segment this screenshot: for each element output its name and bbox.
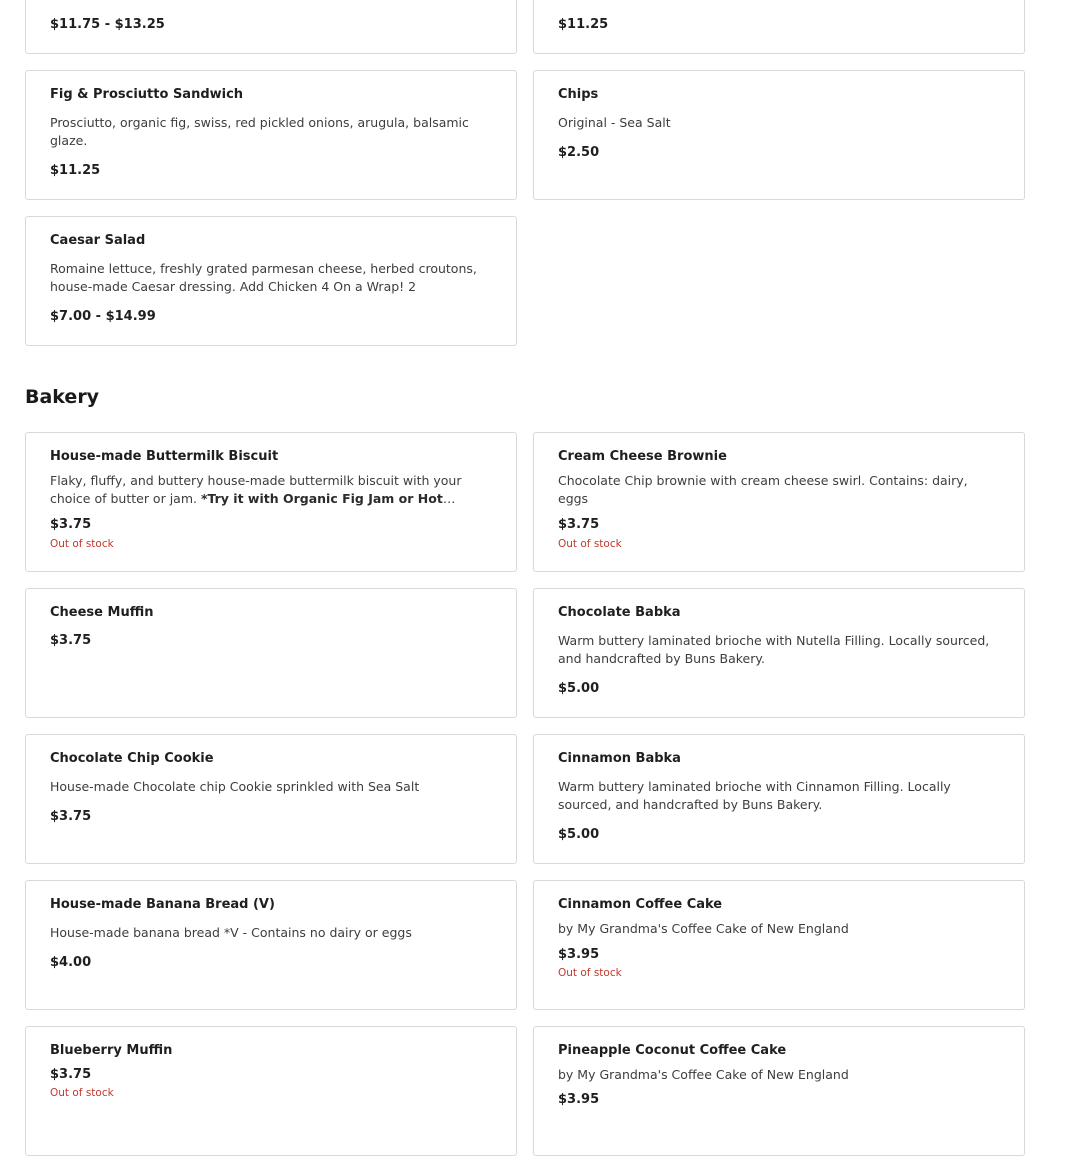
item-name: Cinnamon Coffee Cake	[558, 897, 723, 912]
item-description: Warm buttery laminated brioche with Nutella Filling. Locally sourced, and handcrafted by Buns Bakery.	[558, 633, 990, 666]
item-name: Chocolate Chip Cookie	[50, 751, 214, 766]
menu-item-card[interactable]	[533, 0, 1025, 54]
item-description: Original - Sea Salt	[558, 115, 671, 130]
menu-item-card-cheese-muffin[interactable]	[25, 588, 517, 718]
item-name: Pineapple Coconut Coffee Cake	[558, 1043, 787, 1058]
menu-item-card-blueberry-muffin[interactable]	[25, 1026, 517, 1156]
item-name: Caesar Salad	[50, 233, 146, 248]
item-price: $3.75	[50, 633, 92, 648]
item-description: Romaine lettuce, freshly grated parmesan cheese, herbed croutons, house-made Caesar dressing. Add Chicken 4 On a Wrap! 2	[50, 261, 477, 294]
menu-item-card-chocolate-babka[interactable]	[533, 588, 1025, 718]
item-name: House-made Banana Bread (V)	[50, 897, 275, 912]
item-price: $3.75	[50, 809, 92, 824]
item-name: Chips	[558, 87, 599, 102]
menu-item-card-cinnamon-coffee-cake[interactable]	[533, 880, 1025, 1010]
item-price: $3.75	[50, 517, 92, 532]
item-description: Warm buttery laminated brioche with Cinnamon Filling. Locally sourced, and handcrafted by Buns Bakery.	[558, 779, 951, 812]
menu-item-card-fig-prosciutto[interactable]	[25, 70, 517, 200]
item-description: Prosciutto, organic fig, swiss, red pickled onions, arugula, balsamic glaze.	[50, 115, 469, 148]
item-price: $3.95	[558, 1092, 600, 1107]
item-price: $7.00 - $14.99	[50, 309, 156, 324]
item-description: by My Grandma's Coffee Cake of New England	[558, 921, 849, 936]
menu-item-card-pineapple-coconut-coffee-cake[interactable]	[533, 1026, 1025, 1156]
item-name: Cinnamon Babka	[558, 751, 681, 766]
out-of-stock-label: Out of stock	[558, 967, 622, 979]
item-price: $3.95	[558, 947, 600, 962]
item-price: $3.75	[558, 517, 600, 532]
out-of-stock-label: Out of stock	[558, 538, 622, 550]
item-name: Chocolate Babka	[558, 605, 681, 620]
item-name: Cheese Muffin	[50, 605, 154, 620]
menu-item-card-buttermilk-biscuit[interactable]	[25, 432, 517, 572]
menu-item-card-cinnamon-babka[interactable]	[533, 734, 1025, 864]
out-of-stock-label: Out of stock	[50, 538, 114, 550]
item-price: $11.25	[558, 17, 609, 32]
item-description: House-made Chocolate chip Cookie sprinkled with Sea Salt	[50, 779, 420, 794]
item-name: Fig & Prosciutto Sandwich	[50, 87, 244, 102]
item-name: Blueberry Muffin	[50, 1043, 173, 1058]
item-price: $5.00	[558, 827, 600, 842]
menu-item-card-banana-bread[interactable]	[25, 880, 517, 1010]
menu-item-card-caesar-salad[interactable]	[25, 216, 517, 346]
item-description: House-made banana bread *V - Contains no dairy or eggs	[50, 925, 412, 940]
item-price: $4.00	[50, 955, 92, 970]
item-price: $2.50	[558, 145, 600, 160]
item-description: by My Grandma's Coffee Cake of New England	[558, 1067, 849, 1082]
menu-item-card[interactable]	[25, 0, 517, 54]
section-title-bakery: Bakery	[25, 386, 100, 408]
menu-item-card-cream-cheese-brownie[interactable]	[533, 432, 1025, 572]
item-name: Cream Cheese Brownie	[558, 449, 727, 464]
item-price: $11.25	[50, 163, 101, 178]
menu-item-card-chocolate-chip-cookie[interactable]	[25, 734, 517, 864]
item-description-highlight: *Try it with Organic Fig Jam or Hot	[200, 491, 443, 506]
out-of-stock-label: Out of stock	[50, 1087, 114, 1099]
item-price: $11.75 - $13.25	[50, 17, 165, 32]
menu-item-card-chips[interactable]	[533, 70, 1025, 200]
item-description: Chocolate Chip brownie with cream cheese swirl. Contains: dairy, eggs	[558, 473, 968, 506]
item-price: $3.75	[50, 1067, 92, 1082]
item-price: $5.00	[558, 681, 600, 696]
item-description: Flaky, fluffy, and buttery house-made buttermilk biscuit with your choice of butter or jam. *Try it with Organic Fig Jam or Hot	[50, 472, 492, 508]
item-name: House-made Buttermilk Biscuit	[50, 449, 279, 464]
